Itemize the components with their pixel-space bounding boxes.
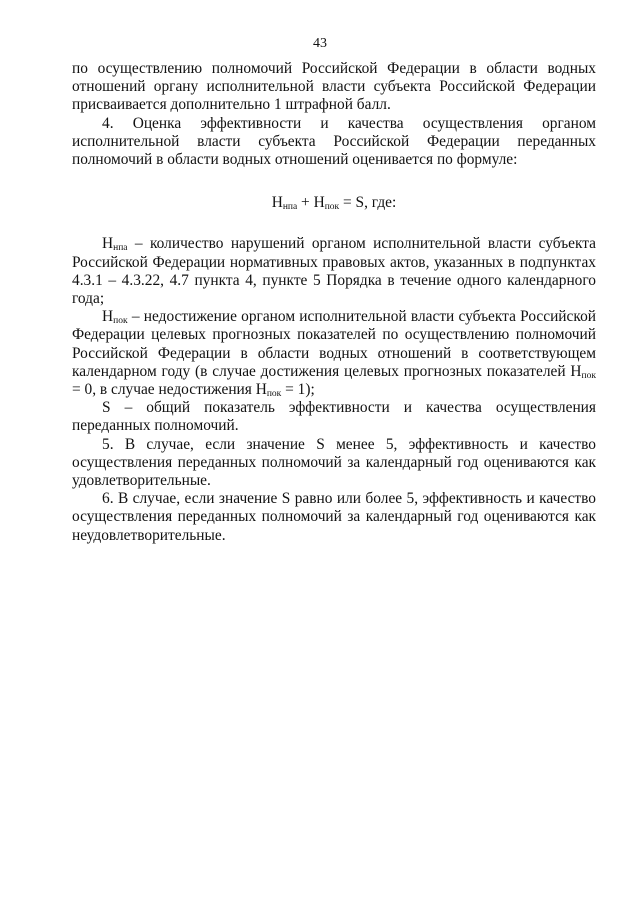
formula-h2: Н [313,194,325,212]
formula-sub2: пок [324,202,340,213]
def2-sub-b: пок [581,370,596,381]
formula [72,194,596,212]
def1-h: Н [102,235,114,253]
formula-h1: Н [271,194,283,212]
def2-h: Н [102,308,114,326]
def1-text: – количество нарушений органом исполнительной власти субъекта Российской Федерации нормативных правовых актов, указанных в подпунктах 4.3.1 – 4.3.22, 4.7 пункта 4, пункте 5 Порядка в течение одного календарного года; [72,235,596,308]
paragraph-6: 6. В случае, если значение S равно или более 5, эффективность и качество осуществления переданных полномочий за календарный год оцениваются как неудовлетворительные. [72,490,596,544]
def2-text-c: = 1); [281,381,315,399]
definition-s: S – общий показатель эффективности и качества осуществления переданных полномочий. [72,399,596,435]
page-number: 43 [313,36,327,51]
def2-h-b: Н [570,362,582,380]
formula-sub1: нпа [282,202,298,213]
definition-npa [72,235,596,308]
formula-plus: + [297,194,314,212]
document-body [72,60,596,545]
def2-text-b: = 0, в случае недостижения [72,381,256,399]
paragraph-continuation: по осуществлению полномочий Российской Федерации в области водных отношений органу исполнительной власти субъекта Российской Федерации присваивается дополнительно 1 штрафной балл. [72,60,596,114]
def1-sub: нпа [113,243,128,254]
paragraph-5: 5. В случае, если значение S менее 5, эффективность и качество осуществления переданных полномочий за календарный год оцениваются как удовлетворительные. [72,435,596,490]
formula-rest: = S, где: [339,194,397,212]
def2-text: – недостижение органом исполнительной власти субъекта Российской Федерации целевых прогнозных показателей по осуществлению полномочий Российской Федерации в области водных отношений в соответствующем календарном году (в случае достижения целевых прогнозных показателей [72,308,596,380]
definition-pok [72,308,596,399]
def2-sub: пок [113,316,128,327]
def2-sub-c: пок [266,389,282,400]
paragraph-4: 4. Оценка эффективности и качества осуществления органом исполнительной власти субъекта Российской Федерации переданных полномочий в области водных отношений оценивается по формуле: [72,114,596,169]
def2-h-c: Н [255,381,267,399]
